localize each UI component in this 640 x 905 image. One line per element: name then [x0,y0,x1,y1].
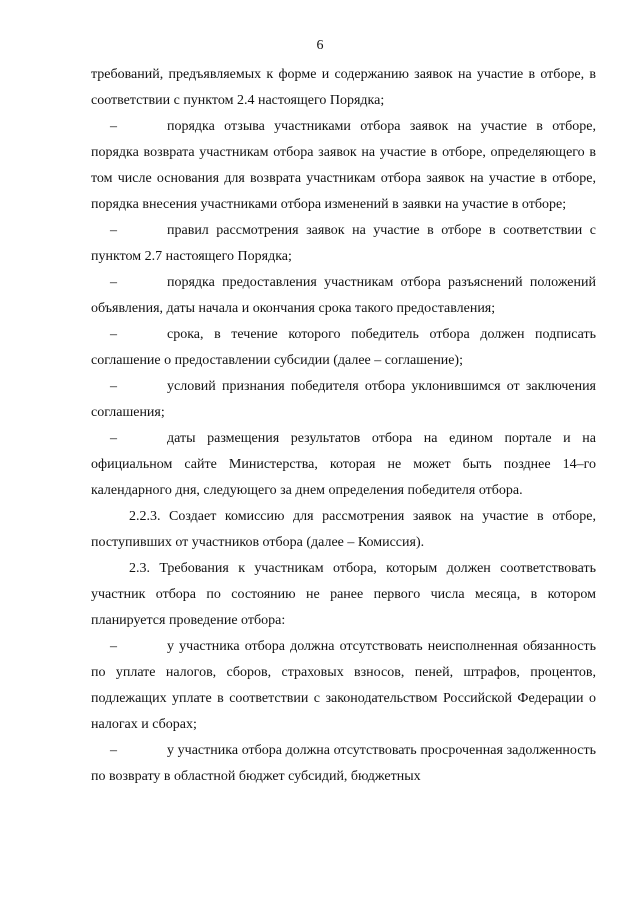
dash-marker: – [110,431,117,446]
dash-item [91,374,596,426]
numbered-paragraph: 2.2.3. Создает комиссию для рассмотрения заявок на участие в отборе, поступивших от участников отбора (далее – Комиссия). [91,509,596,550]
paragraph-text: требований, предъявляемых к форме и содержанию заявок на участие в отборе, в соответствии с пунктом 2.4 настоящего Порядка; [91,67,596,108]
dash-item [91,738,596,790]
dash-marker: – [110,379,117,394]
dash-item-text: порядка предоставления участникам отбора разъяснений положений объявления, даты начала и окончания срока такого предоставления; [91,275,596,316]
numbered-paragraph: 2.3. Требования к участникам отбора, которым должен соответствовать участник отбора по состоянию не ранее первого числа месяца, в котором планируется проведение отбора: [91,561,596,628]
dash-item [91,634,596,738]
dash-marker: – [110,275,117,290]
dash-item [91,218,596,270]
dash-item-text: правил рассмотрения заявок на участие в отборе в соответствии с пунктом 2.7 настоящего Порядка; [91,223,596,264]
dash-item [91,114,596,218]
page-number: 6 [316,38,324,53]
dash-item [91,322,596,374]
dash-item-text: у участника отбора должна отсутствовать неисполненная обязанность по уплате налогов, сборов, страховых взносов, пеней, штрафов, процентов, подлежащих уплате в соответствии с законодательством Российской Федерации о налогах и сборах; [91,639,596,732]
dash-item-text: у участника отбора должна отсутствовать просроченная задолженность по возврату в областной бюджет субсидий, бюджетных [91,743,596,784]
dash-item [91,270,596,322]
paragraph-continuation [91,62,596,114]
dash-marker: – [110,119,117,134]
dash-marker: – [110,639,117,654]
dash-item-text: срока, в течение которого победитель отбора должен подписать соглашение о предоставлении субсидии (далее – соглашение); [91,327,596,368]
dash-marker: – [110,223,117,238]
dash-item-text: даты размещения результатов отбора на едином портале и на официальном сайте Министерства, которая не может быть позднее 14–го календарного дня, следующего за днем определения победителя отбора. [91,431,596,498]
dash-item [91,426,596,504]
dash-item-text: условий признания победителя отбора уклонившимся от заключения соглашения; [91,379,596,420]
document-body [91,62,596,790]
dash-marker: – [110,743,117,758]
dash-marker: – [110,327,117,342]
dash-item-text: порядка отзыва участниками отбора заявок на участие в отборе, порядка возврата участникам отбора заявок на участие в отборе, определяющего в том числе основания для возврата участникам отбора заявок на участие в отборе, порядка внесения участниками отбора изменений в заявки на участие в отборе; [91,119,596,212]
